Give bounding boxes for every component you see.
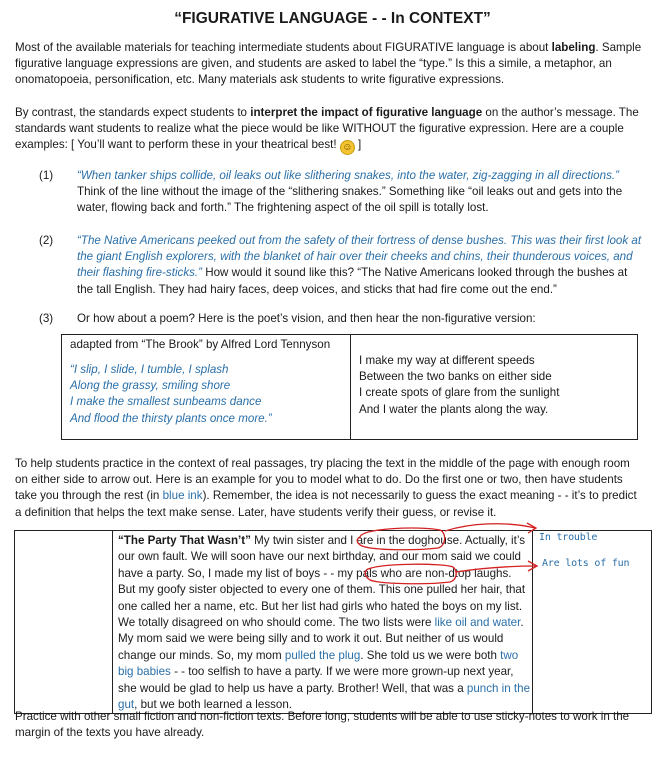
example-number: (2) <box>39 234 54 247</box>
example-number: (3) <box>39 312 54 325</box>
poem-line: Along the grassy, smiling shore <box>70 379 231 393</box>
example-explanation: Or how about a poem? Here is the poet’s vision, and then hear the non-figurative version: <box>77 312 536 325</box>
example-quote: “The Native Americans peeked out from the safety of their fortress of dense bushes. This was their first look at the giant English explorers, with the blanket of hair over their cheeks and chins, their thunderous voices, and their flashing fire-sticks.” <box>77 234 642 280</box>
figurative-phrase: like oil and water <box>434 616 521 630</box>
example-explanation: How would it sound like this? “The Native Americans looked through the bushes at the tall English. They had hairy faces, deep voices, and sticks that had fire come out the end.” <box>77 266 628 296</box>
figurative-phrase: pulled the plug <box>284 648 361 662</box>
poem-line: And flood the thirsty plants once more.” <box>70 411 272 425</box>
plain-line: I make my way at different speeds <box>359 354 535 367</box>
poem-figurative-cell <box>62 335 351 440</box>
story-title: “The Party That Wasn’t” <box>118 534 251 547</box>
example-number: (1) <box>39 169 54 182</box>
left-margin-cell <box>15 531 113 714</box>
annotation-note-1: In trouble <box>539 532 598 543</box>
figurative-phrase: punch in the gut <box>118 681 531 712</box>
contrast-paragraph: By contrast, the standards expect students to interpret the impact of figurative language on the author’s message. The standards want students to realize what the piece would be like WITHOUT the figurative expression. Here are a couple examples: [ You’ll want to perform these in your theatrical best! ☺ ] <box>15 106 639 154</box>
poem-line: “I slip, I slide, I tumble, I splash <box>70 363 229 376</box>
plain-lines <box>359 353 559 418</box>
poem-comparison-table <box>61 334 638 440</box>
practice-paragraph: To help students practice in the context of real passages, try placing the text in the middle of the page with enough room on either side to arrow out. Here is an example for you to model what to do. Do the first one or two, then have students take you through the rest (in blue ink). Remember, the idea is not necessarily to guess the exact meaning - - it’s to predict a definition that helps the text make sense. Later, have students verify their guess, or revise it. <box>15 457 637 519</box>
intro-paragraph: Most of the available materials for teaching intermediate students about FIGURATIVE language is about labeling. Sample figurative language expressions are given, and students are asked to label the “type.” Is this a simile, a metaphor, an onomatopoeia, personification, etc. Many materials ask students to write figurative expressions. <box>15 41 642 87</box>
closing-paragraph: Practice with other small fiction and non-fiction texts. Before long, students will be able to use sticky-notes to work in the margin of the texts you have already. <box>15 710 630 740</box>
story-text-cell: “The Party That Wasn’t” My twin sister and I are in the doghouse. Actually, it’s our own fault. We will soon have our next birthday, and our mom said we could have a party. So, I made my list of boys - - my pals who are non-dtop laughs. But my goofy sister objected to every one of them. This one pulled her hair, that one called her a name, etc. But her list had girls who hated the boys on my list. We totally disagreed on who should come. The two lists were like oil and water. My mom said we were being silly and to work it out. But neither of us would change our minds. So, my mom pulled the plug. She told us we were both two big babies - - too selfish to have a party. If we were more grown-up next year, she would be glad to help us have a party. Brother! Well, that was a punch in the gut, but we both learned a lesson. <box>113 531 533 714</box>
poem-lines <box>70 362 272 427</box>
annotation-note-2: Are lots of fun <box>542 558 630 569</box>
figurative-phrase: two big babies <box>118 648 519 679</box>
plain-line: And I water the plants along the way. <box>359 402 549 416</box>
example-explanation: Think of the line without the image of the “slithering snakes.” Something like “oil leaks out and gets into the water, flowing back and forth.” The frightening aspect of the oil spill is totally lost. <box>77 185 623 215</box>
poem-line: I make the smallest sunbeams dance <box>70 395 262 409</box>
smiley-icon: ☺ <box>340 140 355 155</box>
plain-line: I create spots of glare from the sunlight <box>359 386 560 400</box>
poem-heading: adapted from “The Brook” by Alfred Lord Tennyson <box>70 338 331 351</box>
poem-plain-cell <box>351 335 638 440</box>
plain-line: Between the two banks on either side <box>359 370 552 384</box>
example-quote: “When tanker ships collide, oil leaks out like slithering snakes, into the water, zig-zagging in all directions.” <box>77 169 619 182</box>
page-title: “FIGURATIVE LANGUAGE - - In CONTEXT” <box>174 10 491 27</box>
